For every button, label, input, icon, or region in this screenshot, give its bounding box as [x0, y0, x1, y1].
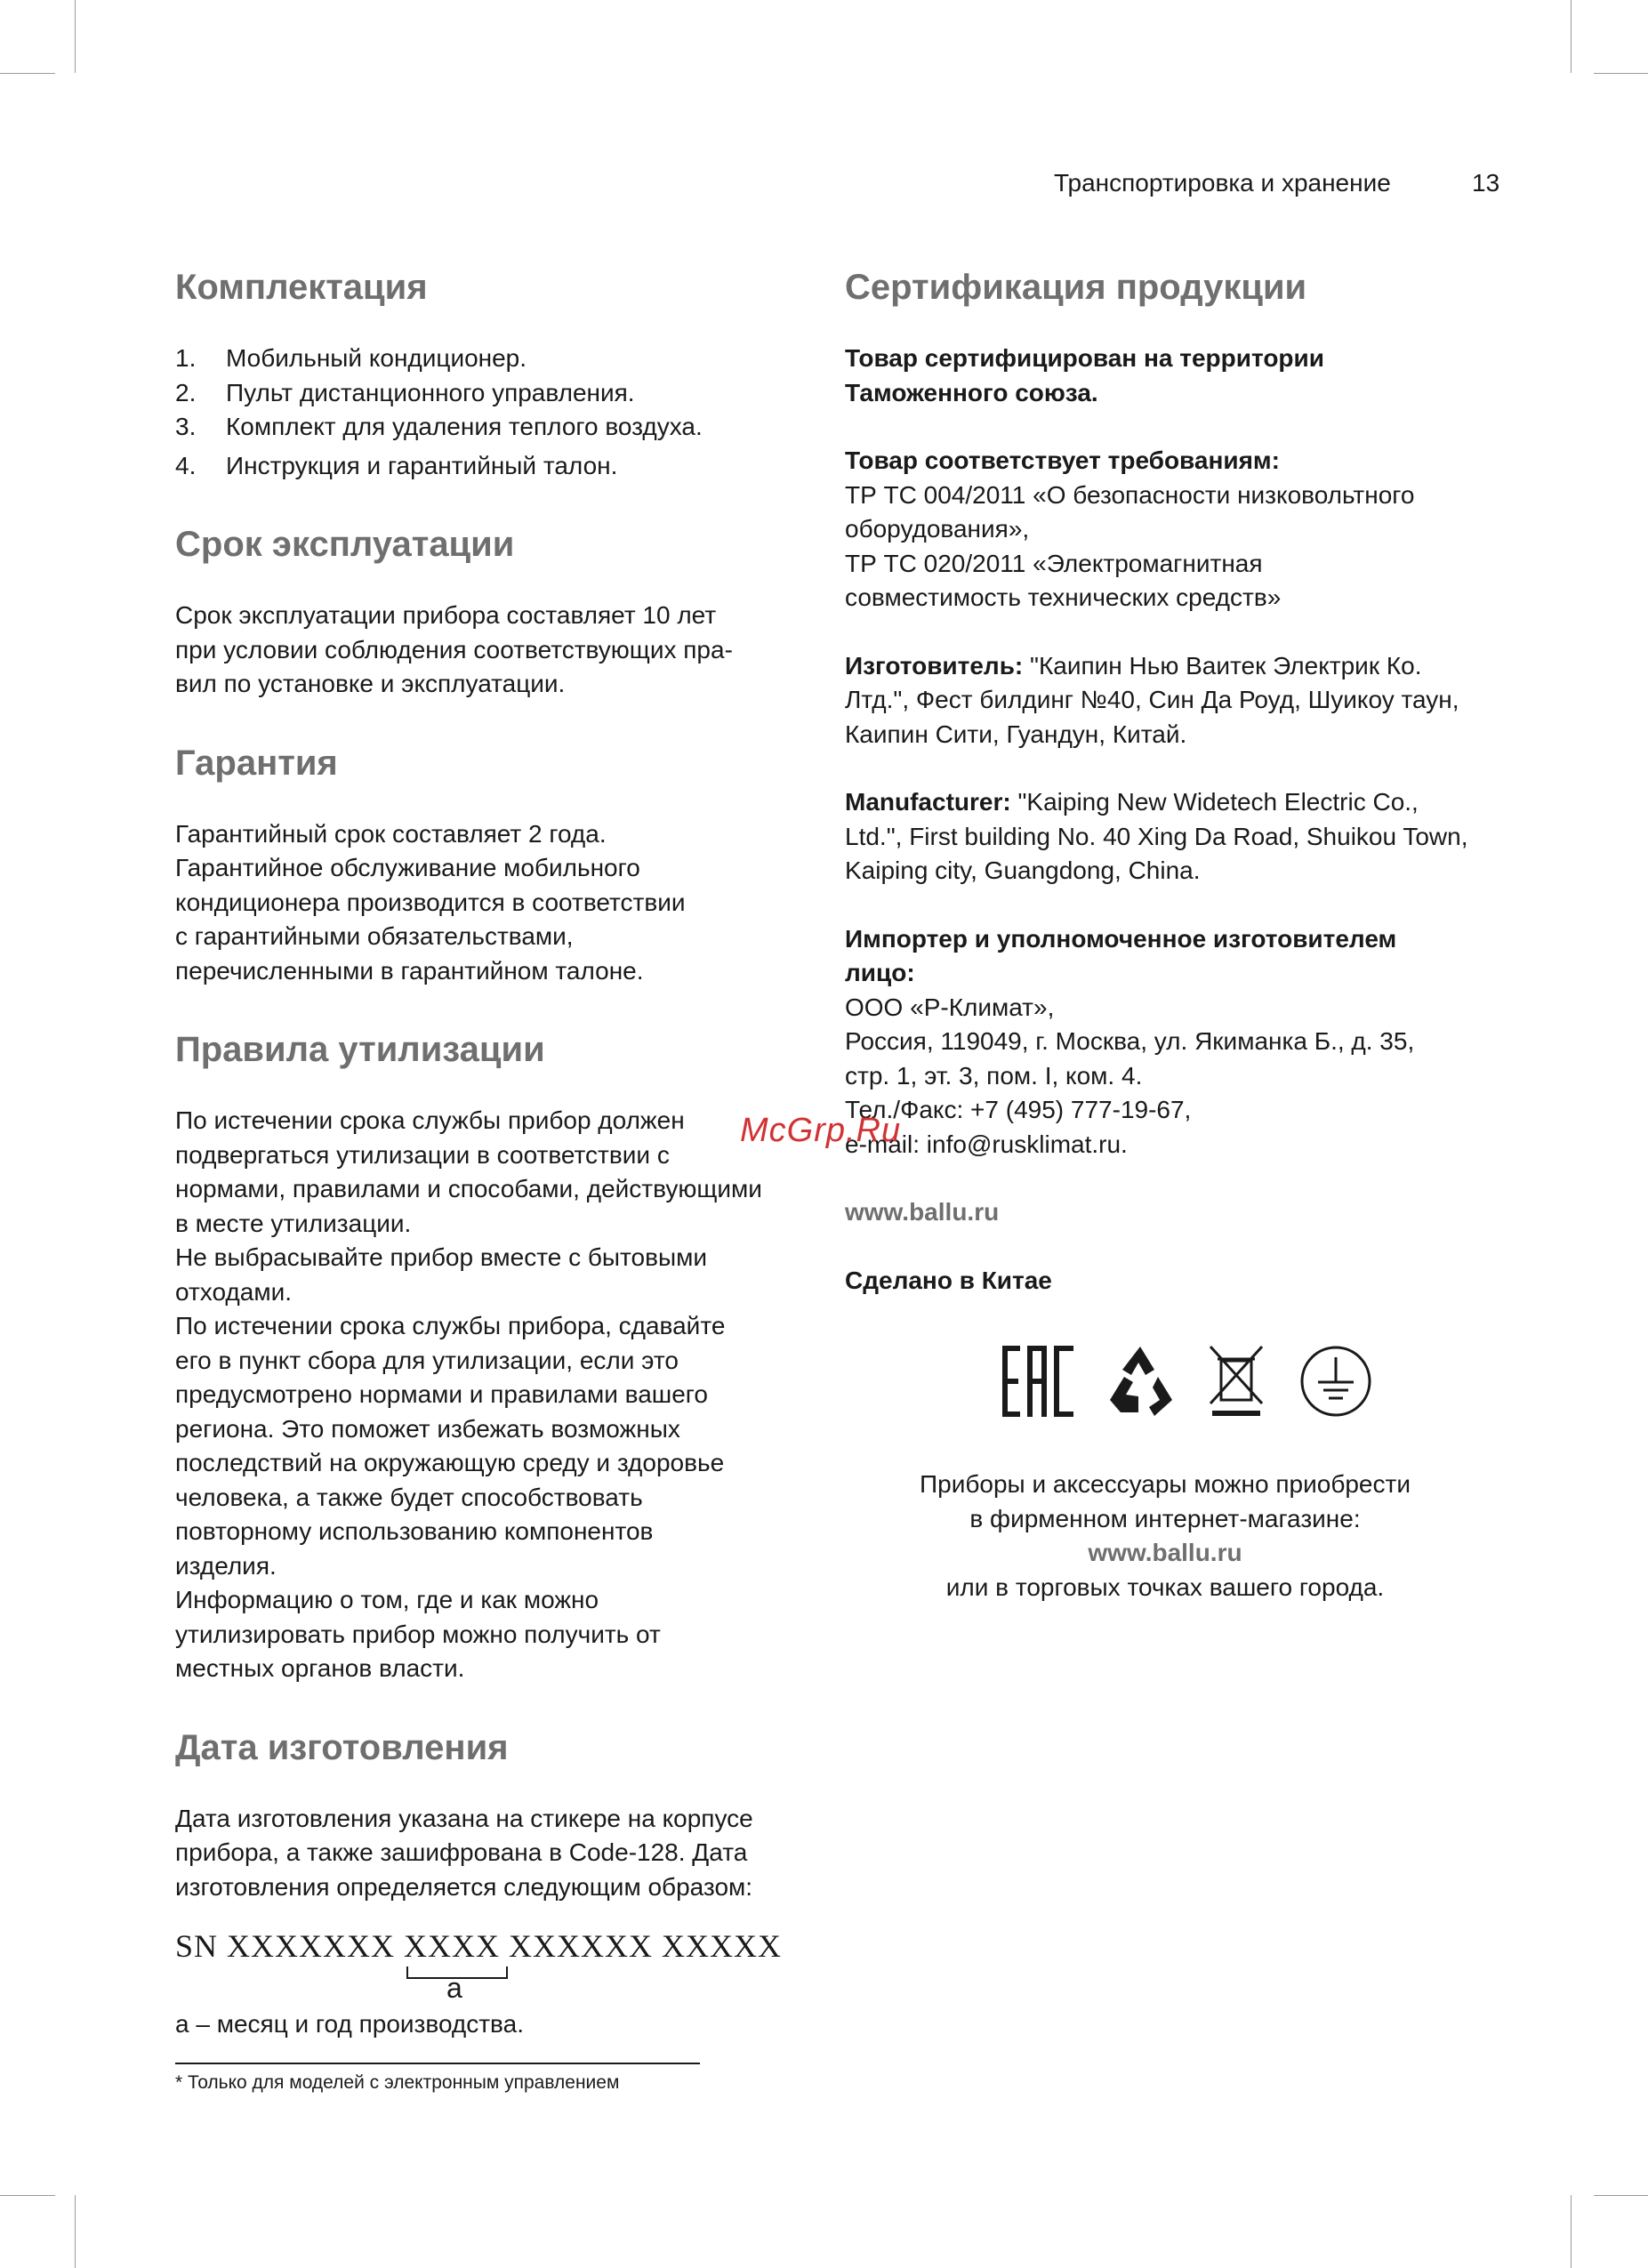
warranty-title: Гарантия [175, 743, 338, 783]
ground-icon [1298, 1341, 1374, 1421]
crop-mark [0, 2195, 55, 2196]
crop-mark [75, 0, 76, 73]
kit-list [175, 342, 816, 483]
compliance-block: Товар соответствует требованиям: ТР ТС 004/2011 «О безопасности низковольтного оборудования», ТР ТС 020/2011 «Электромагнитная совместимость технических средств» [845, 446, 1415, 611]
disposal-section [175, 1029, 816, 1686]
disposal-text: По истечении срока службы прибор должен подвергаться утилизации в соответствии с нормами, правилами и способами, действующими в месте утилизации. Не выбрасывайте прибор вместе с бытовыми отходами. По истечении срока службы прибора, сдавайте его в пункт сбора для утилизации, если это предусмотрено нормами и правилами вашего региона. Это поможет избежать возможных последствий на окружающую среду и здоровье человека, а также будет способствовать повторному использованию компонентов изделия. Информацию о том, где и как можно утилизировать прибор можно получить от местных органов власти. [175, 1106, 762, 1682]
shop-line-3: или в торговых точках вашего города. [945, 1572, 1385, 1601]
running-header [1054, 169, 1500, 197]
lifetime-section [175, 524, 816, 702]
list-item: 3. Комплект для удаления теплого воздуха. [175, 413, 703, 440]
certification-marks [1001, 1341, 1379, 1421]
list-item: 2. Пульт дистанционного управления. [175, 378, 635, 406]
shop-link[interactable]: www.ballu.ru [1088, 1539, 1242, 1566]
crop-mark [0, 73, 55, 74]
footnote: * Только для моделей с электронным управлением [175, 2072, 620, 2093]
certified-statement: Товар сертифицирован на территории Таможенного союза. [845, 344, 1324, 406]
crop-mark [1571, 2195, 1572, 2268]
certification-title: Сертификация продукции [845, 268, 1307, 307]
weee-bin-icon [1205, 1341, 1267, 1421]
footnote-divider [175, 2063, 700, 2064]
crop-mark [1594, 73, 1648, 74]
lifetime-title: Срок эксплуатации [175, 525, 515, 564]
manufacture-date-section [175, 1727, 816, 2042]
warranty-section [175, 743, 816, 989]
made-in-label: Сделано в Китае [845, 1266, 1052, 1294]
crop-mark [75, 2195, 76, 2268]
kit-title: Комплектация [175, 268, 428, 307]
lifetime-text: Срок эксплуатации прибора составляет 10 лет при условии соблюдения соответствующих пра- вил по установке и эксплуатации. [175, 601, 733, 697]
website-link[interactable]: www.ballu.ru [845, 1198, 1000, 1226]
warranty-text: Гарантийный срок составляет 2 года. Гарантийное обслуживание мобильного кондиционера производится в соответствии с гарантийными обязательствами, перечисленными в гарантийном талоне. [175, 819, 686, 985]
list-item: 4. Инструкция и гарантийный талон. [175, 451, 618, 479]
manufacture-date-title: Дата изготовления [175, 1727, 509, 1767]
page-number: 13 [1472, 169, 1500, 197]
serial-legend: a – месяц и год производства. [175, 2010, 524, 2038]
eac-mark [1001, 1341, 1076, 1421]
header-section-title: Транспортировка и хранение [1054, 169, 1391, 197]
serial-number-code: SN XXXXXXX XXXX XXXXXX XXXXX [175, 1928, 782, 1964]
importer-block: Импортер и уполномоченное изготовителем лицо: ООО «Р-Климат», Россия, 119049, г. Москва, ул. Якиманка Б., д. 35, стр. 1, эт. 3, пом. I, ком. 4. Тел./Факс: +7 (495) 777-19-67, e-mail: info@rusklimat.ru. [845, 924, 1415, 1158]
serial-number-diagram [175, 1927, 816, 2007]
shop-line-1: Приборы и аксессуары можно приобрести [920, 1470, 1411, 1498]
manufacturer-en-block: Manufacturer: "Kaiping New Widetech Electric Co., Ltd.", First building No. 40 Xing Da Road, Shuikou Town, Kaiping city, Guangdong, China. [845, 788, 1468, 884]
manufacture-date-text: Дата изготовления указана на стикере на корпусе прибора, а также зашифрована в Code-128. Дата изготовления определяется следующим образом: [175, 1804, 753, 1901]
right-column [845, 267, 1485, 1331]
shop-info [845, 1468, 1485, 1604]
serial-marker: a [446, 1972, 462, 2004]
crop-mark [1571, 0, 1572, 73]
manufacturer-ru-block: Изготовитель: "Каипин Нью Ваитек Электрик Ко. Лтд.", Фест билдинг №40, Син Да Роуд, Шуикоу таун, Каипин Сити, Гуандун, Китай. [845, 651, 1459, 748]
crop-mark [1594, 2195, 1648, 2196]
list-item: 1. Мобильный кондиционер. [175, 344, 527, 372]
watermark: McGrp.Ru [740, 1112, 902, 1149]
kit-section [175, 267, 816, 483]
shop-line-2: в фирменном интернет-магазине: [969, 1504, 1361, 1532]
disposal-title: Правила утилизации [175, 1030, 545, 1069]
left-column [175, 267, 816, 2083]
recycle-icon [1103, 1341, 1178, 1421]
